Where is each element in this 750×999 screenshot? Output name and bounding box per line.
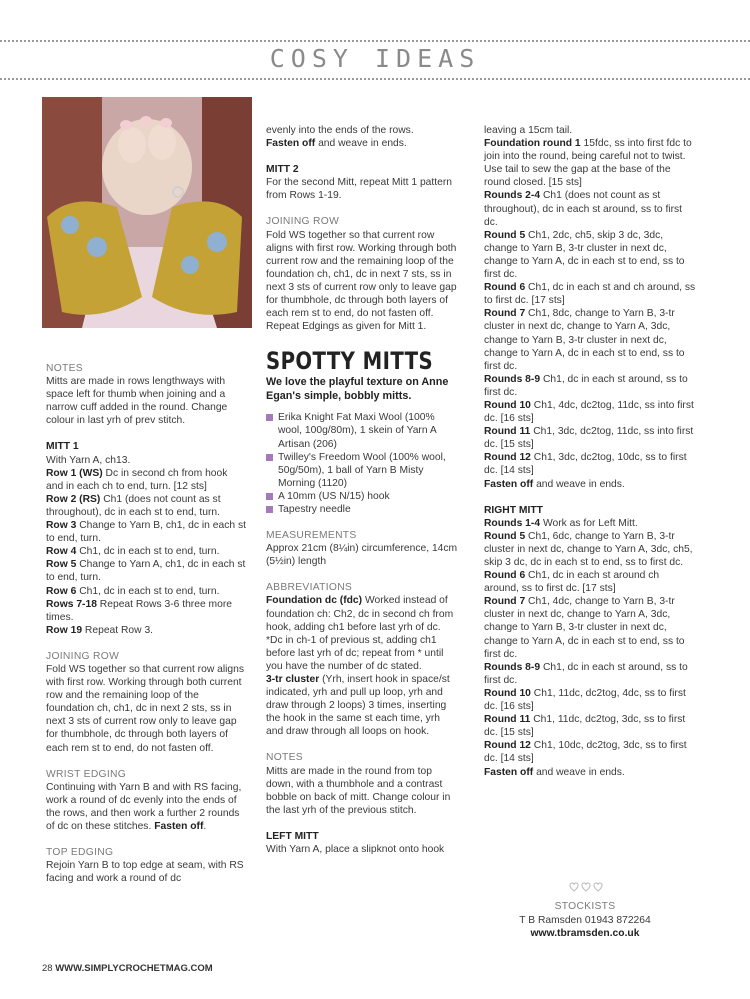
notes-text-2: Mitts are made in the round from top down, with a thumbhole and a contrast bobble on back of mitt. Change colour in the last yrh of the previous stitch. [266, 765, 451, 816]
row-item: Row 2 (RS) Ch1 (does not count as st throughout), dc in each st to end, turn. [46, 493, 221, 518]
row-item: Row 4 Ch1, dc in each st to end, turn. [46, 546, 220, 558]
mitt2-text: For the second Mitt, repeat Mitt 1 pattern from Rows 1-19. [266, 177, 453, 202]
abbrev-3tr: 3-tr cluster (Yrh, insert hook in space/st indicated, yrh and pull up loop, yrh and draw through 2 loops) 3 times, inserting the hook in the same st each time, yrh and draw through all loops on hook. [266, 674, 450, 738]
round-item: Round 7 Ch1, 4dc, change to Yarn B, 3-tr cluster in next dc, change to Yarn A, 3dc, change to Yarn B, 3-tr cluster in next dc, change to Yarn A, dc in each st to end, ss to first dc. [484, 596, 685, 660]
material-item: Tapestry needle [266, 503, 458, 516]
round-item: Round 12 Ch1, 3dc, dc2tog, 10dc, ss to first dc. [14 sts] [484, 452, 687, 477]
row-item: Row 6 Ch1, dc in each st to end, turn. [46, 585, 220, 597]
round-item: Rounds 1-4 Work as for Left Mitt. [484, 517, 638, 529]
round-item: Round 12 Ch1, 10dc, dc2tog, 3dc, ss to first dc. [14 sts] [484, 740, 687, 765]
bullet-square-icon [266, 506, 273, 513]
bullet-square-icon [266, 493, 273, 500]
column-3 [484, 124, 696, 779]
pattern-intro: We love the playful texture on Anne Egan's simple, bobbly mitts. [266, 376, 449, 403]
notes-text: Mitts are made in rows lengthways with space left for thumb when joining and a narrow cuff added in the round. Change colour in last yrh of prev stitch. [46, 376, 228, 427]
bullet-square-icon [266, 454, 273, 461]
mitt2-heading: MITT 2 [266, 164, 299, 176]
measurements-text: Approx 21cm (8¼in) circumference, 14cm (5½in) length [266, 543, 458, 568]
abbreviations-heading: ABBREVIATIONS [266, 582, 353, 594]
round-item: Round 5 Ch1, 2dc, ch5, skip 3 dc, 3dc, change to Yarn B, 3-tr cluster in next dc, change to Yarn A, dc in each st to end, ss to first dc. [484, 229, 685, 281]
page-number: 28 [42, 963, 53, 974]
column-1 [46, 362, 246, 885]
joining-heading-2: JOINING ROW [266, 216, 340, 228]
mitt1-intro: With Yarn A, ch13. [46, 454, 131, 466]
column-2 [266, 124, 458, 856]
round-item: Round 6 Ch1, dc in each st around ch around, ss to first dc. [17 sts] [484, 570, 660, 595]
continuation-text: evenly into the ends of the rows. Fasten off and weave in ends. [266, 125, 414, 150]
mitts-photo [42, 97, 252, 328]
round-item: Rounds 8-9 Ch1, dc in each st around, ss to first dc. [484, 661, 688, 686]
round-item: Round 10 Ch1, 4dc, dc2tog, 11dc, ss into first dc. [16 sts] [484, 399, 694, 425]
material-item: Twilley's Freedom Wool (100% wool, 50g/50m), 1 ball of Yarn B Misty Morning (1120) [266, 451, 458, 490]
left-fasten-off: Fasten off and weave in ends. [484, 478, 625, 490]
header-rule-bottom [0, 78, 750, 80]
material-item: Erika Knight Fat Maxi Wool (100% wool, 100g/80m), 1 skein of Yarn A Artisan (206) [266, 411, 458, 450]
round-item: Round 5 Ch1, 6dc, change to Yarn B, 3-tr cluster in next dc, change to Yarn A, 3dc, ch5, skip 3 dc, dc in each st to end, ss to first dc. [484, 530, 693, 568]
right-mitt-heading: RIGHT MITT [484, 504, 543, 516]
row-item: Row 19 Repeat Row 3. [46, 624, 154, 636]
stockists-heading: STOCKISTS [554, 901, 616, 912]
footer-site[interactable]: WWW.SIMPLYCROCHETMAG.COM [55, 963, 213, 974]
mitt1-heading: MITT 1 [46, 441, 79, 453]
left-mitt-text: With Yarn A, place a slipknot onto hook [266, 844, 445, 856]
stockists-line: T B Ramsden 01943 872264 [519, 914, 651, 926]
abbrev-fdc: Foundation dc (fdc) Worked instead of foundation ch: Ch2, dc in second ch from hook, adding ch1 before last yrh of dc. *Dc in ch-1 of previous st, adding ch1 before last yrh of dc; repeat from * until you have the number of dc stated. [266, 595, 454, 672]
header-rule-top [0, 40, 750, 42]
section-title: COSY IDEAS [269, 44, 481, 73]
joining-text-2: Fold WS together so that current row aligns with first row. Working through both current row and the remaining loop of the foundation ch, ch1, dc in next 7 sts, ss in next 3 sts of current row only to leave gap for thumbhole, dc through both layers of each rem st to end, do not fasten off. Repeat Edgings as given for Mitt 1. [266, 229, 457, 333]
round-item: Round 11 Ch1, 3dc, dc2tog, 11dc, ss into first dc. [15 sts] [484, 426, 694, 451]
round-item: Round 10 Ch1, 11dc, dc2tog, 4dc, ss to first dc. [16 sts] [484, 687, 686, 713]
top-edging-heading: TOP EDGING [46, 847, 114, 859]
round-item: Round 11 Ch1, 11dc, dc2tog, 3dc, ss to first dc. [15 sts] [484, 714, 686, 739]
stockists-box [470, 900, 700, 941]
decorative-hearts-icon [568, 880, 604, 898]
row-item: Row 1 (WS) Dc in second ch from hook and in each ch to end, turn. [12 sts] [46, 467, 228, 492]
wrist-edging-heading: WRIST EDGING [46, 768, 127, 780]
joining-heading: JOINING ROW [46, 650, 120, 662]
tail-text: leaving a 15cm tail. [484, 125, 573, 136]
bullet-square-icon [266, 414, 273, 421]
page-footer [42, 963, 213, 974]
materials-list [266, 411, 458, 516]
wrist-edging-text: Continuing with Yarn B and with RS facing, work a round of dc evenly into the ends of the rows, and then work a further 2 rounds of dc on these stitches. Fasten off. [46, 781, 242, 832]
row-item: Row 3 Change to Yarn B, ch1, dc in each st to end, turn. [46, 520, 246, 545]
stockists-url[interactable]: www.tbramsden.co.uk [530, 928, 640, 939]
material-item: A 10mm (US N/15) hook [266, 490, 458, 503]
row-item: Rows 7-18 Repeat Rows 3-6 three more times. [46, 598, 233, 623]
round-item: Round 7 Ch1, 8dc, change to Yarn B, 3-tr cluster in next dc, change to Yarn A, 3dc, change to Yarn B, 3-tr cluster in next dc, change to Yarn A, dc in each st to end, ss to first dc. [484, 308, 685, 372]
top-edging-text: Rejoin Yarn B to top edge at seam, with RS facing and work a round of dc [46, 860, 244, 885]
notes-heading: NOTES [46, 363, 83, 374]
round-item: Rounds 2-4 Ch1 (does not count as st throughout), dc in each st around, ss to first dc. [484, 190, 683, 228]
row-item: Row 5 Change to Yarn A, ch1, dc in each st to end, turn. [46, 559, 246, 584]
joining-text: Fold WS together so that current row aligns with first row. Working through both current row and the remaining loop of the foundation ch, ch1, dc in next 2 sts, ss in next 3 sts of current row only to leave gap for thumbhole, dc through both layers of each rem st to end, do not fasten off. [46, 663, 245, 754]
round-item: Foundation round 1 15fdc, ss into first fdc to join into the round, being careful not to twist. Use tail to sew the gap at the base of the round closed. [15 sts] [484, 138, 692, 189]
left-mitt-heading: LEFT MITT [266, 830, 319, 842]
round-item: Rounds 8-9 Ch1, dc in each st around, ss to first dc. [484, 373, 688, 398]
spotty-mitts-title: SPOTTY MITTS [266, 347, 434, 376]
notes-heading-2: NOTES [266, 752, 303, 764]
right-fasten-off: Fasten off and weave in ends. [484, 766, 625, 778]
round-item: Round 6 Ch1, dc in each st and ch around, ss to first dc. [17 sts] [484, 282, 696, 307]
measurements-heading: MEASUREMENTS [266, 530, 357, 542]
